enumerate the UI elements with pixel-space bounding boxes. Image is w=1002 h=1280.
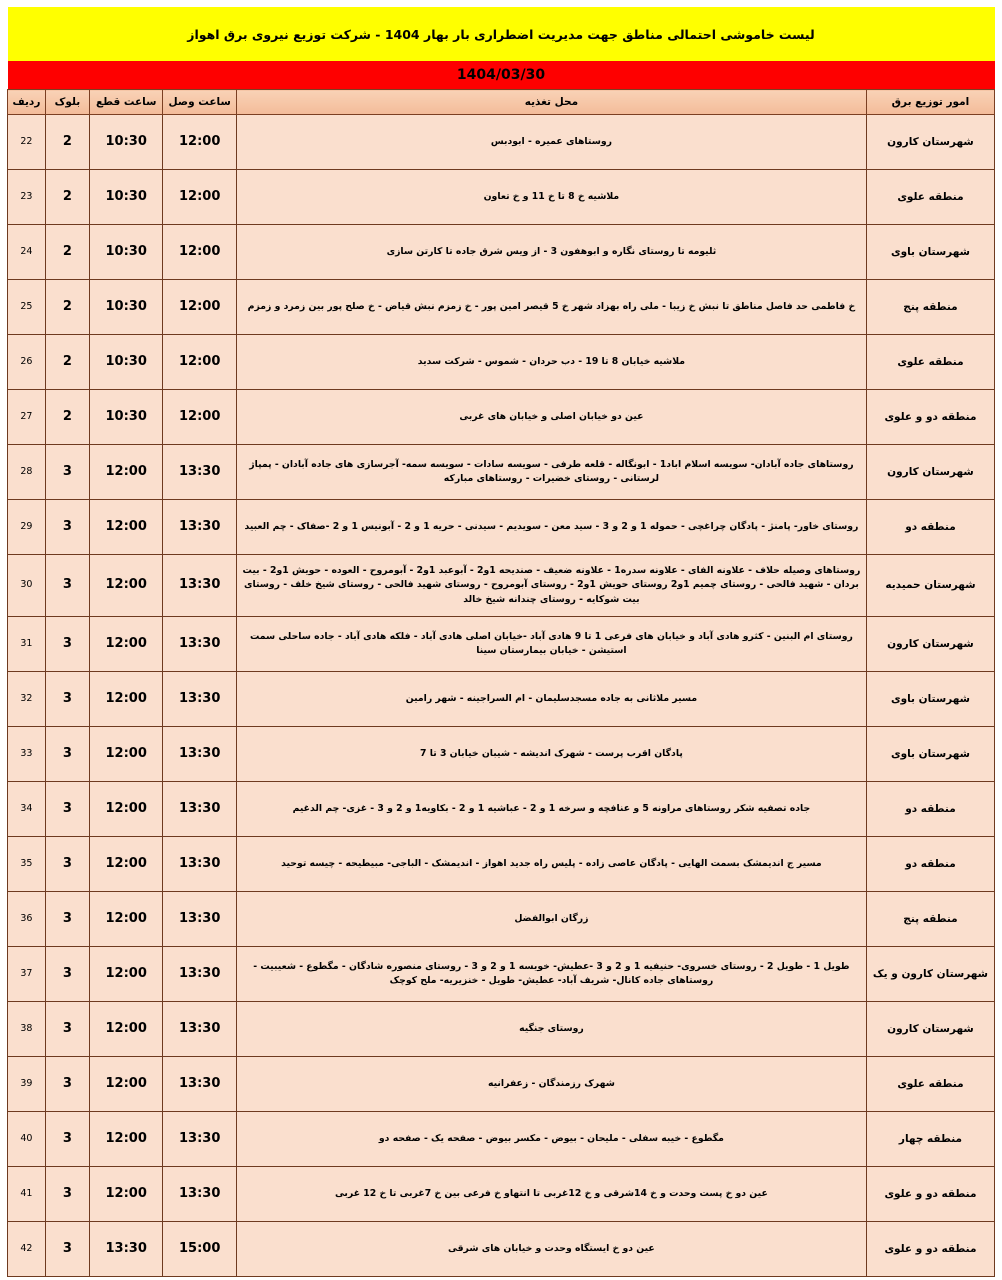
cell-time-off: 12:00 xyxy=(89,500,162,555)
cell-area: منطقه دو xyxy=(866,500,994,555)
cell-block: 3 xyxy=(45,1002,89,1057)
cell-row-no: 24 xyxy=(8,225,46,280)
table-row xyxy=(8,1002,995,1057)
cell-time-off: 10:30 xyxy=(89,225,162,280)
cell-row-no: 31 xyxy=(8,617,46,672)
cell-location: مگطوع - خیبه سفلی - ملیحان - بیوض - مکسر بیوض - صفحه یک - صفحه دو xyxy=(236,1112,866,1167)
cell-time-on: 13:30 xyxy=(163,782,236,837)
document-date-banner xyxy=(8,61,995,90)
cell-row-no: 35 xyxy=(8,837,46,892)
cell-location: مسیر ج اندیمشک بسمت الهایی - پادگان عاصی زاده - پلیس راه جدید اهواز - اندیمشک - الباجی- مبیطیحه - چیسه توحید xyxy=(236,837,866,892)
cell-time-off: 10:30 xyxy=(89,335,162,390)
cell-block: 3 xyxy=(45,617,89,672)
cell-row-no: 32 xyxy=(8,672,46,727)
cell-time-off: 10:30 xyxy=(89,280,162,335)
cell-time-off: 12:00 xyxy=(89,617,162,672)
cell-time-on: 12:00 xyxy=(163,335,236,390)
cell-block: 3 xyxy=(45,1222,89,1277)
cell-time-off: 12:00 xyxy=(89,1057,162,1112)
table-body xyxy=(8,115,995,1277)
cell-area: منطقه علوی xyxy=(866,335,994,390)
column-header-time-on: ساعت وصل xyxy=(163,90,236,115)
cell-block: 3 xyxy=(45,1057,89,1112)
cell-location: پادگان اقرب پرست - شهرک اندیشه - شیبان خیابان 3 تا 7 xyxy=(236,727,866,782)
cell-time-on: 13:30 xyxy=(163,555,236,617)
cell-row-no: 34 xyxy=(8,782,46,837)
cell-block: 3 xyxy=(45,500,89,555)
table-row xyxy=(8,727,995,782)
cell-row-no: 42 xyxy=(8,1222,46,1277)
column-header-area: امور توزیع برق xyxy=(866,90,994,115)
cell-time-off: 12:00 xyxy=(89,672,162,727)
cell-block: 3 xyxy=(45,947,89,1002)
cell-block: 3 xyxy=(45,445,89,500)
column-header-time-off: ساعت قطع xyxy=(89,90,162,115)
cell-location: زرگان ابوالفضل xyxy=(236,892,866,947)
cell-block: 3 xyxy=(45,837,89,892)
table-row xyxy=(8,115,995,170)
table-row xyxy=(8,390,995,445)
cell-time-on: 12:00 xyxy=(163,115,236,170)
cell-location: ملاشیه خ 8 تا خ 11 و خ تعاون xyxy=(236,170,866,225)
cell-row-no: 39 xyxy=(8,1057,46,1112)
table-row xyxy=(8,500,995,555)
cell-time-on: 13:30 xyxy=(163,892,236,947)
cell-row-no: 36 xyxy=(8,892,46,947)
cell-time-on: 13:30 xyxy=(163,500,236,555)
cell-time-on: 13:30 xyxy=(163,947,236,1002)
cell-location: مسیر ملاثانی به جاده مسجدسلیمان - ام السراجینه - شهر رامین xyxy=(236,672,866,727)
cell-time-off: 10:30 xyxy=(89,115,162,170)
cell-row-no: 26 xyxy=(8,335,46,390)
cell-location: عین دو خ پست وحدت و خ 14شرقی و خ 12غربی تا انتهاو خ فرعی بین خ 7غربی تا خ 12 غربی xyxy=(236,1167,866,1222)
table-row xyxy=(8,782,995,837)
title-banner-row xyxy=(8,7,995,61)
cell-block: 3 xyxy=(45,727,89,782)
cell-location: روستاهای جاده آبادان- سویسه اسلام اباد1 - ابونگاله - قلعه طرفی - سویسه سادات - سویسه سمه- آجرسازی های جاده آبادان - پمپاژ لرستانی - روستای خضیرات - روستاهای مبارکه xyxy=(236,445,866,500)
cell-area: منطقه دو و علوی xyxy=(866,390,994,445)
table-row xyxy=(8,1167,995,1222)
cell-time-off: 12:00 xyxy=(89,1002,162,1057)
cell-location: جاده تصفیه شکر روستاهای مراونه 5 و عنافچه و سرخه 1 و 2 - عباشیه 1 و 2 - بکاویه1 و 2 و 3 - غزی- چم الدغیم xyxy=(236,782,866,837)
table-row xyxy=(8,617,995,672)
table-row xyxy=(8,335,995,390)
cell-time-off: 12:00 xyxy=(89,1112,162,1167)
cell-block: 3 xyxy=(45,1167,89,1222)
cell-block: 2 xyxy=(45,280,89,335)
cell-time-off: 13:30 xyxy=(89,1222,162,1277)
schedule-date: 1404/03/30 xyxy=(456,67,546,83)
cell-time-on: 12:00 xyxy=(163,225,236,280)
cell-time-on: 13:30 xyxy=(163,727,236,782)
cell-time-on: 13:30 xyxy=(163,1057,236,1112)
table-row xyxy=(8,445,995,500)
cell-block: 2 xyxy=(45,170,89,225)
cell-location: خ فاطمی حد فاصل مناطق تا نبش خ زیبا - ملی راه بهزاد شهر خ 5 قیصر امین پور - خ زمزم نبش قیاض - خ صلح پور بین زمرد و زمزم xyxy=(236,280,866,335)
cell-time-off: 12:00 xyxy=(89,555,162,617)
cell-area: شهرستان کارون و یک xyxy=(866,947,994,1002)
table-row xyxy=(8,837,995,892)
column-header-row-no: ردیف xyxy=(8,90,46,115)
table-row xyxy=(8,1057,995,1112)
cell-block: 3 xyxy=(45,672,89,727)
cell-time-off: 12:00 xyxy=(89,947,162,1002)
cell-row-no: 30 xyxy=(8,555,46,617)
cell-row-no: 27 xyxy=(8,390,46,445)
cell-block: 2 xyxy=(45,335,89,390)
cell-row-no: 41 xyxy=(8,1167,46,1222)
cell-area: منطقه علوی xyxy=(866,170,994,225)
cell-block: 3 xyxy=(45,1112,89,1167)
cell-time-off: 12:00 xyxy=(89,782,162,837)
cell-location: ثلیومه تا روستای نگاره و ابوهفون 3 - از ویس شرق جاده تا کارتن سازی xyxy=(236,225,866,280)
cell-location: شهرک رزمندگان - زعفرانیه xyxy=(236,1057,866,1112)
cell-area: منطقه دو و علوی xyxy=(866,1222,994,1277)
table-row xyxy=(8,1112,995,1167)
cell-location: طویل 1 - طویل 2 - روستای خسروی- حنیفیه 1 و 2 و 3 -عطیش- خویسه 1 و 2 و 3 - روستای منصوره شادگان - مگطوع - شعیبیت - روستاهای جاده کانال- شریف آباد- عطیش- طویل - خنزیریه- ملح کوچک xyxy=(236,947,866,1002)
cell-row-no: 22 xyxy=(8,115,46,170)
page-title: لیست خاموشی احتمالی مناطق جهت مدیریت اضطراری بار بهار 1404 - شرکت توزیع نیروی برق اهواز xyxy=(187,26,815,42)
cell-row-no: 38 xyxy=(8,1002,46,1057)
cell-time-off: 12:00 xyxy=(89,837,162,892)
cell-area: شهرستان کارون xyxy=(866,1002,994,1057)
cell-area: شهرستان کارون xyxy=(866,617,994,672)
cell-block: 2 xyxy=(45,115,89,170)
cell-location: عین دو خیابان اصلی و خیابان های غربی xyxy=(236,390,866,445)
table-row xyxy=(8,1222,995,1277)
cell-time-on: 12:00 xyxy=(163,170,236,225)
table-row xyxy=(8,280,995,335)
cell-location: ملاشیه خیابان 8 تا 19 - دب حردان - شموس - شرکت سدید xyxy=(236,335,866,390)
column-header-block: بلوک xyxy=(45,90,89,115)
table-row xyxy=(8,672,995,727)
cell-area: منطقه دو و علوی xyxy=(866,1167,994,1222)
cell-time-on: 13:30 xyxy=(163,617,236,672)
cell-location: روستاهای عمیره - ابودبس xyxy=(236,115,866,170)
cell-time-on: 15:00 xyxy=(163,1222,236,1277)
document-title-banner xyxy=(8,7,995,61)
cell-time-off: 12:00 xyxy=(89,445,162,500)
cell-time-on: 13:30 xyxy=(163,1002,236,1057)
cell-time-off: 12:00 xyxy=(89,727,162,782)
cell-block: 3 xyxy=(45,782,89,837)
cell-area: منطقه پنج xyxy=(866,892,994,947)
table-row xyxy=(8,555,995,617)
table-row xyxy=(8,892,995,947)
table-header xyxy=(8,7,995,115)
cell-time-on: 13:30 xyxy=(163,1167,236,1222)
cell-time-off: 12:00 xyxy=(89,1167,162,1222)
cell-time-off: 12:00 xyxy=(89,892,162,947)
cell-area: شهرستان باوی xyxy=(866,727,994,782)
cell-time-on: 13:30 xyxy=(163,1112,236,1167)
cell-location: روستای ام البنین - کثرو هادی آباد و خیابان های فرعی 1 تا 9 هادی آباد -خیابان اصلی هادی آباد - فلکه هادی آباد - جاده ساحلی سمت استیشن - خیابان بیمارستان سینا xyxy=(236,617,866,672)
date-banner-row xyxy=(8,61,995,90)
cell-time-on: 12:00 xyxy=(163,390,236,445)
cell-area: شهرستان باوی xyxy=(866,225,994,280)
cell-area: منطقه دو xyxy=(866,782,994,837)
column-header-row xyxy=(8,90,995,115)
cell-block: 3 xyxy=(45,555,89,617)
cell-block: 2 xyxy=(45,390,89,445)
table-row xyxy=(8,225,995,280)
cell-row-no: 40 xyxy=(8,1112,46,1167)
cell-location: روستاهای وصیله حلاف - علاونه الفای - علاونه سدره1 - علاونه ضعیف - صندیحه 1و2 - آبوعبد 1و2 - آبومروح - العوده - حویش 1و2 - بیت بردان - شهید فالحی - روستای چمیم 1و2 روستای حویش 1و2 - روستای آبومروح - روستای شهید فالحی - روستای شیخ خلف - روستای بیت شوکایه - روستای چندانه شیخ خالد xyxy=(236,555,866,617)
cell-area: شهرستان کارون xyxy=(866,115,994,170)
table-row xyxy=(8,170,995,225)
cell-time-on: 12:00 xyxy=(163,280,236,335)
outage-schedule-table xyxy=(7,7,995,1277)
table-row xyxy=(8,947,995,1002)
cell-area: شهرستان باوی xyxy=(866,672,994,727)
cell-area: منطقه چهار xyxy=(866,1112,994,1167)
cell-time-on: 13:30 xyxy=(163,672,236,727)
cell-row-no: 28 xyxy=(8,445,46,500)
cell-time-off: 10:30 xyxy=(89,170,162,225)
cell-area: منطقه علوی xyxy=(866,1057,994,1112)
cell-row-no: 29 xyxy=(8,500,46,555)
cell-area: شهرستان حمیدیه xyxy=(866,555,994,617)
cell-area: شهرستان کارون xyxy=(866,445,994,500)
cell-location: عین دو خ ایستگاه وحدت و خیابان های شرقی xyxy=(236,1222,866,1277)
cell-time-on: 13:30 xyxy=(163,445,236,500)
cell-row-no: 33 xyxy=(8,727,46,782)
cell-location: روستای خاور- پامنژ - پادگان چراغچی - حموله 1 و 2 و 3 - سید معن - سویدیم - سیدنی - حریه 1 و 2 - آبونیس 1 و 2 -صفاک - چم العبید xyxy=(236,500,866,555)
cell-area: منطقه دو xyxy=(866,837,994,892)
cell-row-no: 25 xyxy=(8,280,46,335)
cell-time-on: 13:30 xyxy=(163,837,236,892)
cell-location: روستای جنگیه xyxy=(236,1002,866,1057)
cell-block: 2 xyxy=(45,225,89,280)
cell-row-no: 37 xyxy=(8,947,46,1002)
cell-row-no: 23 xyxy=(8,170,46,225)
column-header-location: محل تغذیه xyxy=(236,90,866,115)
cell-time-off: 10:30 xyxy=(89,390,162,445)
cell-area: منطقه پنج xyxy=(866,280,994,335)
cell-block: 3 xyxy=(45,892,89,947)
